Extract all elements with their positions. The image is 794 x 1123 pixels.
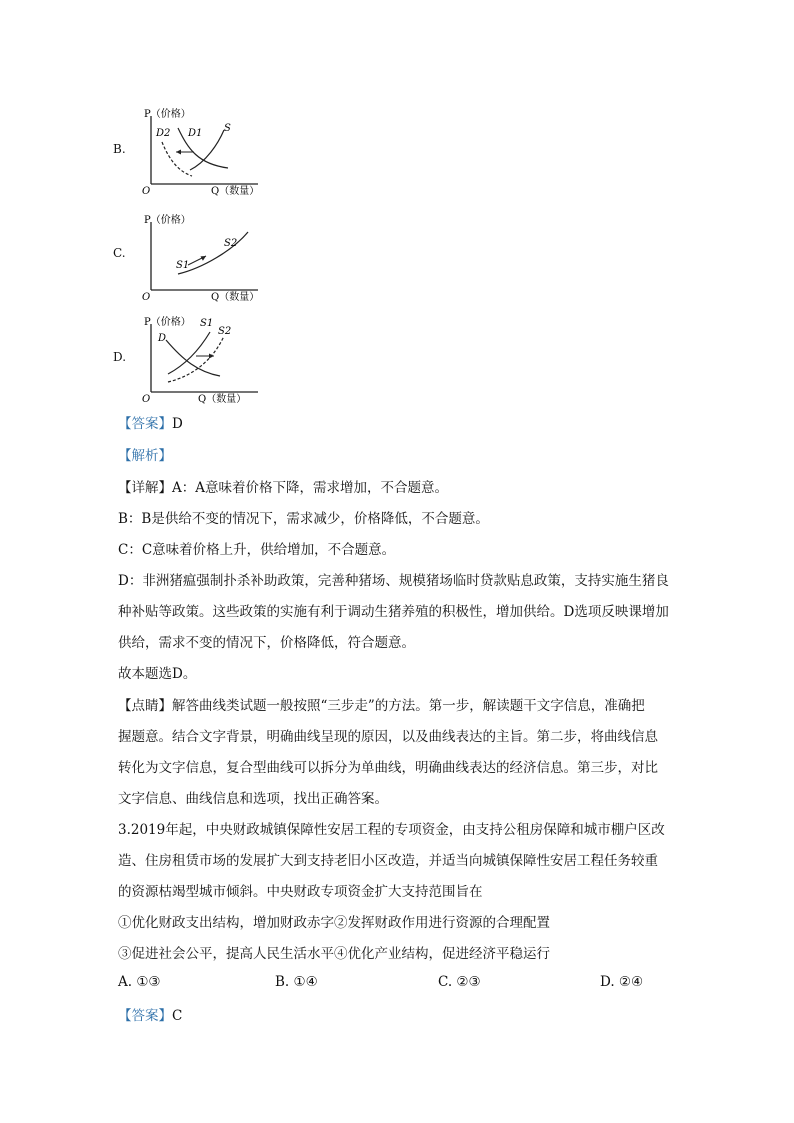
- choice-c: C. ②③: [438, 974, 481, 990]
- origin-label: O: [142, 186, 151, 197]
- choice-a: A. ①③: [118, 974, 161, 990]
- p-axis-label: P（价格）: [144, 215, 191, 226]
- answer-tag: 【答案】: [118, 416, 172, 432]
- analysis-line: [118, 446, 172, 466]
- answer3-value: C: [172, 1008, 183, 1024]
- question3-statement-1: ①优化财政支出结构，增加财政赤字②发挥财政作用进行资源的合理配置: [118, 915, 550, 931]
- detail-line-b: B：B是供给不变的情况下，需求减少，价格降低，不合题意。: [118, 511, 489, 527]
- p-axis-label: P（价格）: [144, 317, 191, 328]
- curve-s-label: S: [224, 123, 231, 134]
- question3-statement-2: ③促进社会公平，提高人民生活水平④优化产业结构，促进经济平稳运行: [118, 946, 550, 962]
- answer3-tag: 【答案】: [118, 1008, 172, 1024]
- q-axis-label: Q（数量）: [198, 394, 247, 405]
- supply-curve-s1: [168, 332, 210, 374]
- curve-s2-label: S2: [218, 326, 232, 337]
- graph-option-d: [138, 312, 288, 411]
- choice-d: D. ②④: [600, 974, 644, 990]
- origin-label: O: [142, 394, 151, 405]
- answer-line: [118, 414, 183, 434]
- question3-line-3: 的资源枯竭型城市倾斜。中央财政专项资金扩大支持范围旨在: [118, 884, 483, 900]
- tip-line-4: 文字信息、曲线信息和选项，找出正确答案。: [118, 791, 388, 807]
- conclusion-line: 故本题选D。: [118, 666, 197, 682]
- curve-s1-label: S1: [176, 260, 190, 271]
- curve-d-label: D: [158, 333, 167, 344]
- graph-option-b: [138, 104, 288, 203]
- answer3-line: [118, 1006, 182, 1026]
- tip-line-1: [118, 696, 645, 716]
- q-axis-label: Q（数量）: [211, 186, 260, 197]
- option-d-label: D.: [113, 350, 127, 364]
- curve-s2-label: S2: [224, 238, 238, 249]
- curve-d1-label: D1: [188, 128, 203, 139]
- question3-line-1: 3.2019年起，中央财政城镇保障性安居工程的专项资金，由支持公租房保障和城市棚户区改: [118, 822, 665, 838]
- choice-b: B. ①④: [275, 974, 318, 990]
- answer-value: D: [172, 416, 183, 432]
- curve-s1-label: S1: [200, 318, 214, 329]
- q-axis-label: Q（数量）: [211, 292, 260, 303]
- detail-line-c: C：C意味着价格上升，供给增加，不合题意。: [118, 542, 396, 558]
- curve-d2-label: D2: [156, 128, 171, 139]
- tip-text-1: 解答曲线类试题一般按照“三步走”的方法。第一步，解读题干文字信息，准确把: [172, 698, 645, 714]
- demand-curve-d1: [178, 128, 228, 168]
- tip-line-3: 转化为文字信息，复合型曲线可以拆分为单曲线，明确曲线表达的经济信息。第三步，对比: [118, 760, 658, 776]
- graph-option-c: [138, 210, 288, 309]
- demand-curve-d2: [162, 142, 192, 176]
- option-b-label: B.: [113, 142, 126, 156]
- p-axis-label: P（价格）: [144, 109, 191, 120]
- detail-line-a: [118, 478, 448, 498]
- origin-label: O: [142, 292, 151, 303]
- tip-tag: 【点睛】: [118, 698, 172, 714]
- detail-line-d3: 供给，需求不变的情况下，价格降低，符合题意。: [118, 635, 415, 651]
- detail-line-d1: D：非洲猪瘟强制扑杀补助政策，完善种猪场、规模猪场临时贷款贴息政策，支持实施生猪良: [118, 573, 669, 589]
- detail-tag: 【详解】: [118, 480, 172, 496]
- question3-line-2: 造、住房租赁市场的发展扩大到支持老旧小区改造，并适当向城镇保障性安居工程任务较重: [118, 853, 658, 869]
- detail-line-d2: 种补贴等政策。这些政策的实施有利于调动生猪养殖的积极性，增加供给。D选项反映课增加: [118, 604, 669, 620]
- detail-text-a: A：A意味着价格下降，需求增加，不合题意。: [172, 480, 448, 496]
- analysis-tag: 【解析】: [118, 448, 172, 464]
- tip-line-2: 握题意。结合文字背景，明确曲线呈现的原因，以及曲线表达的主旨。第二步，将曲线信息: [118, 729, 658, 745]
- option-c-label: C.: [113, 246, 126, 260]
